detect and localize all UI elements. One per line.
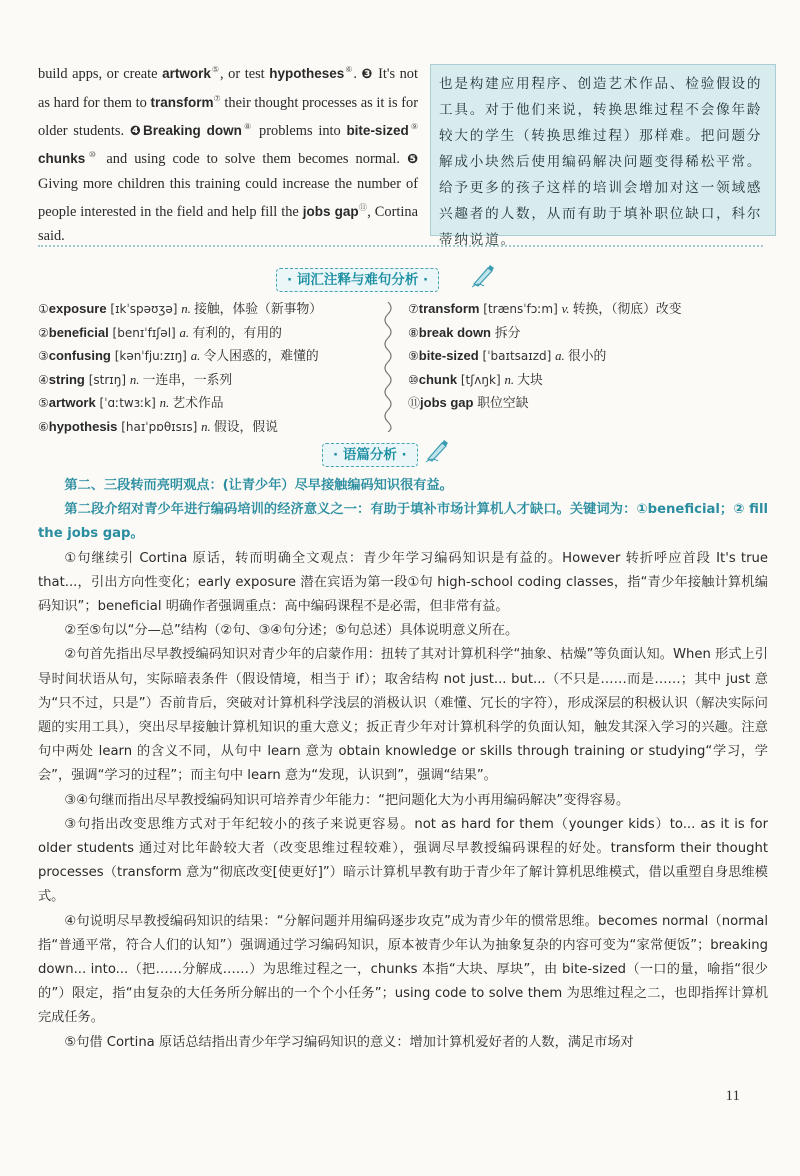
analysis-paragraph: ③④句继而指出尽早教授编码知识可培养青少年能力：“把问题化大为小再用编码解决”变得容易。 bbox=[64, 792, 630, 808]
analysis-paragraph: ②句首先指出尽早教授编码知识对青少年的启蒙作用：扭转了其对计算机科学“抽象、枯燥”等负面认知。When 形式上引导时间状语从句，实际暗表条件（假设情境，相当于 if）；取舍结构 not just... but...（不只是……而是……；其中 just 意为“只不过，只是”）否前肯后，突破对计算机科学浅层的消极认识（难懂、冗长的字符），形成深层的积极认识（解决实际问题的实用工具），突出尽早接触计算机知识的重大意义；扳正青少年对计算机科学的负面认知，触发其深入学习的兴趣。注意句中两处 learn 的含义不同，从句中 learn 意为 obtain knowledge or skills through training or studying“学习，学会”，强调“学习的过程”；而主句中 learn 意为“发现，认识到”，强调“结果”。 bbox=[38, 647, 768, 784]
footnote-marker: ⑨ bbox=[408, 121, 419, 131]
vocab-item bbox=[408, 392, 682, 416]
keyword-bite-sized: bite-sized bbox=[346, 122, 409, 138]
english-text: build apps, or create bbox=[38, 65, 158, 82]
analysis-paragraph: ④句说明尽早教授编码知识的结果：“分解问题并用编码逐步攻克”成为青少年的惯常思维。becomes normal（normal 指“普通平常，符合人们的认知”）强调通过学习编码知识，原本被青少年认为抽象复杂的内容可变为“家常便饭”；breaking down... into...（把……分解成……）为思维过程之一，chunks 本指“大块、厚块”，由 bite-sized（一口的量，喻指“很少的”）限定，指“由复杂的大任务所分解出的一个个小任务”；using code to solve them 为思维过程之二，也即指挥计算机完成任务。 bbox=[38, 913, 768, 1026]
keyword-breaking-down: Breaking down bbox=[142, 122, 242, 138]
vocab-word: chunk bbox=[418, 371, 458, 387]
vocab-list-right bbox=[408, 298, 682, 416]
vocab-part-of-speech: n. bbox=[201, 419, 214, 434]
vocab-number: ⑨ bbox=[408, 349, 419, 364]
vocab-item bbox=[408, 322, 682, 346]
vocab-banner: · 词汇注释与难句分析 · bbox=[276, 268, 439, 292]
analysis-paragraph: ③句指出改变思维方式对于年纪较小的孩子来说更容易。not as hard for them（younger kids）to... as it is for older students 通过对比年龄较大者（改变思维过程较难），强调尽早教授编码课程的好处。transform their thought processes（transform 意为“彻底改变[使更好]”）暗示计算机早教有助于青少年了解计算机思维模式，借以重塑自身思维模式。 bbox=[38, 816, 768, 905]
vocab-meaning: 拆分 bbox=[494, 325, 521, 341]
english-passage: build apps, or create artwork⑤, or test hypotheses⑥. ❸ It's not as hard for them to transform⑦ their thought processes as it is for older students. ❹Breaking down⑧ problems into bite-sized⑨ chunks⑩ and using code to solve them becomes normal. ❺ Giving more children this training could increase the number of people interested in the field and help fill the jobs gap⑪, Cortina said. bbox=[38, 65, 419, 244]
vocab-number: ③ bbox=[38, 349, 49, 364]
vocab-part-of-speech: n. bbox=[504, 372, 518, 387]
vocab-part-of-speech: a. bbox=[179, 325, 193, 340]
english-text: problems into bbox=[259, 122, 341, 139]
english-text: Giving more children this training could increase the number of people interested in the field and help fill the bbox=[38, 176, 418, 220]
analysis-heading: 第二段介绍对青少年进行编码培训的经济意义之一：有助于填补市场计算机人才缺口。关键词为：①beneficial；② fill the jobs gap。 bbox=[38, 502, 768, 542]
english-text: and using code to solve them becomes normal. bbox=[106, 151, 400, 168]
vocab-part-of-speech: a. bbox=[190, 349, 204, 364]
page-number: 11 bbox=[725, 1088, 740, 1104]
vocab-word: artwork bbox=[48, 395, 96, 411]
vocab-number: ⑤ bbox=[38, 396, 49, 411]
vocab-phonetic: [kənˈfjuːzɪŋ] bbox=[110, 349, 191, 364]
footnote-marker: ⑦ bbox=[213, 93, 221, 103]
vocab-word: beneficial bbox=[48, 324, 109, 340]
sentence-number: ❸ bbox=[361, 66, 374, 82]
sentence-number: ❺ bbox=[406, 152, 418, 168]
chinese-translation-box: 也是构建应用程序、创造艺术作品、检验假设的工具。对于他们来说，转换思维过程不会像年龄较大的学生（转换思维过程）那样难。把问题分解成小块然后使用编码解决问题变得稀松平常。给予更多的孩子这样的培训会增加对这一领域感兴趣者的人数，从而有助于填补职位缺口，科尔蒂纳说道。 bbox=[430, 64, 776, 236]
vocab-item bbox=[38, 392, 322, 416]
vocab-phonetic: [ˈbaɪtsaɪzd] bbox=[478, 349, 556, 364]
vocab-meaning: 艺术作品 bbox=[172, 396, 224, 412]
footnote-marker: ⑥ bbox=[344, 65, 354, 74]
sentence-number: ❹ bbox=[129, 123, 143, 139]
vocab-part-of-speech: v. bbox=[561, 302, 573, 316]
vocab-meaning: 有利的，有用的 bbox=[192, 325, 282, 341]
vocab-word: bite-sized bbox=[418, 348, 479, 364]
footnote-marker: ⑩ bbox=[85, 150, 100, 160]
keyword-hypotheses: hypotheses bbox=[269, 65, 345, 81]
pen-icon bbox=[470, 262, 496, 288]
pen-icon bbox=[424, 437, 450, 463]
footnote-marker: ⑪ bbox=[358, 203, 368, 213]
english-text: their thought processes as it is for older students. bbox=[38, 94, 419, 139]
vocab-phonetic: [haɪˈpɒθɪsɪs] bbox=[117, 419, 202, 434]
vocab-part-of-speech: n. bbox=[181, 302, 195, 316]
vocab-list-left bbox=[38, 298, 322, 440]
analysis-banner: · 语篇分析 · bbox=[322, 443, 418, 467]
wavy-divider bbox=[382, 302, 394, 432]
vocab-item bbox=[38, 298, 322, 322]
vocab-phonetic: [strɪŋ] bbox=[84, 372, 130, 387]
keyword-transform: transform bbox=[150, 94, 214, 110]
vocab-number: ⑧ bbox=[408, 325, 419, 340]
vocab-item bbox=[38, 369, 322, 393]
analysis-section bbox=[38, 474, 768, 1055]
keyword-chunks: chunks bbox=[38, 151, 86, 167]
vocab-item bbox=[38, 322, 322, 346]
vocab-phonetic: [trænsˈfɔːm] bbox=[479, 302, 562, 316]
vocab-meaning: 接触，体验（新事物） bbox=[194, 302, 323, 317]
keyword-artwork: artwork bbox=[162, 65, 211, 81]
english-text: It's not as hard for them to bbox=[38, 65, 418, 111]
vocab-item bbox=[38, 345, 322, 369]
vocab-phonetic: [ˈɑːtwɜːk] bbox=[95, 396, 160, 411]
vocab-meaning: 一连串，一系列 bbox=[142, 372, 233, 388]
vocab-word: hypothesis bbox=[48, 418, 118, 434]
analysis-paragraph: ①句继续引 Cortina 原话，转而明确全文观点：青少年学习编码知识是有益的。However 转折呼应首段 It's true that...，引出方向性变化；early exposure 潜在宾语为第一段①句 high-school coding classes，指“青少年接触计算机编码知识”；beneficial 明确作者强调重点：高中编码课程不是必需，但非常有益。 bbox=[38, 550, 768, 615]
english-text: , or test bbox=[220, 65, 265, 82]
vocab-part-of-speech: n. bbox=[159, 396, 173, 411]
vocab-number: ① bbox=[38, 302, 49, 316]
vocab-number: ④ bbox=[38, 372, 49, 387]
vocab-word: confusing bbox=[48, 348, 111, 364]
vocab-part-of-speech: n. bbox=[129, 372, 143, 387]
vocab-word: jobs gap bbox=[420, 395, 474, 411]
vocab-item bbox=[408, 369, 682, 393]
vocab-item bbox=[408, 345, 682, 369]
analysis-paragraph: ②至⑤句以“分—总”结构（②句、③④句分述；⑤句总述）具体说明意义所在。 bbox=[64, 623, 519, 639]
vocab-meaning: 假设，假说 bbox=[213, 419, 278, 435]
vocab-number: ② bbox=[38, 325, 49, 340]
top-passage-section bbox=[38, 58, 778, 248]
vocab-number: ⑩ bbox=[408, 372, 419, 387]
vocab-phonetic: [ɪkˈspəʊʒə] bbox=[106, 302, 182, 316]
vocab-number: ⑥ bbox=[38, 419, 49, 434]
vocab-number: ⑦ bbox=[408, 302, 419, 316]
vocab-meaning: 很小的 bbox=[567, 349, 607, 365]
vocab-item bbox=[408, 298, 682, 322]
vocab-meaning: 职位空缺 bbox=[477, 396, 529, 412]
analysis-paragraph: ⑤句借 Cortina 原话总结指出青少年学习编码知识的意义：增加计算机爱好者的人数，满足市场对 bbox=[64, 1034, 634, 1050]
vocab-word: transform bbox=[418, 301, 480, 316]
vocab-phonetic: [tʃʌŋk] bbox=[457, 372, 505, 387]
vocab-meaning: 大块 bbox=[517, 372, 543, 388]
vocab-number: ⑪ bbox=[408, 396, 421, 411]
analysis-heading: 第二、三段转而亮明观点：(让青少年）尽早接触编码知识很有益。 bbox=[64, 478, 453, 493]
keyword-jobs-gap: jobs gap bbox=[302, 203, 359, 219]
vocab-word: string bbox=[48, 371, 85, 387]
footnote-marker: ⑧ bbox=[241, 121, 254, 131]
footnote-marker: ⑤ bbox=[210, 65, 220, 74]
vocab-meaning: 令人困惑的，难懂的 bbox=[203, 349, 319, 365]
vocab-word: break down bbox=[418, 324, 492, 340]
vocab-part-of-speech: a. bbox=[555, 349, 568, 364]
english-text: , Cortina said. bbox=[38, 203, 418, 244]
vocab-phonetic: [benɪˈfɪʃəl] bbox=[108, 325, 180, 340]
vocab-word: exposure bbox=[48, 301, 107, 316]
section-divider bbox=[38, 245, 763, 247]
vocab-item bbox=[38, 416, 322, 440]
vocab-meaning: 转换，（彻底）改变 bbox=[572, 302, 682, 317]
